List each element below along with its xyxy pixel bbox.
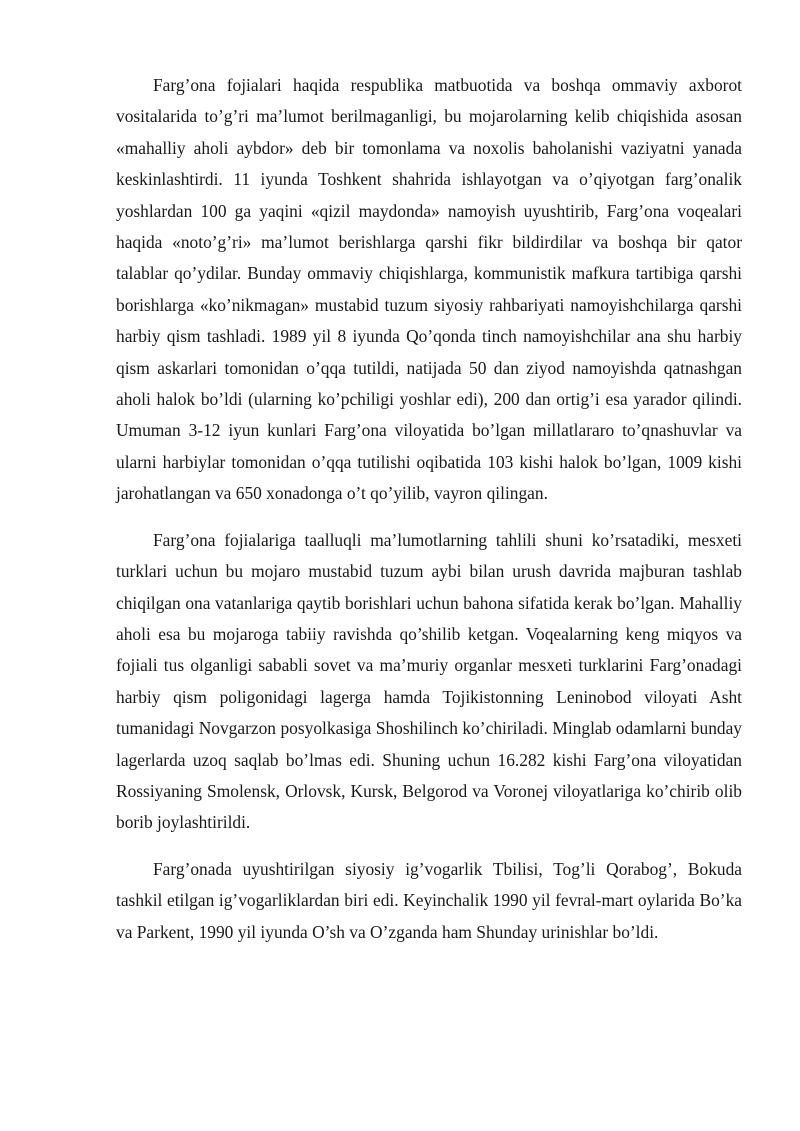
body-text <box>116 70 742 948</box>
paragraph-1: Farg’ona fojialari haqida respublika matbuotida va boshqa ommaviy axborot vositalarida to’g’ri ma’lumot berilmaganligi, bu mojarolarning kelib chiqishida asosan «mahalliy aholi aybdor» deb bir tomonlama va noxolis baholanishi vaziyatni yanada keskinlashtirdi. 11 iyunda Toshkent shahrida ishlayotgan va o’qiyotgan farg’onalik yoshlardan 100 ga yaqini «qizil maydonda» namoyish uyushtirib, Farg’ona voqealari haqida «noto’g’ri» ma’lumot berishlarga qarshi fikr bildirdilar va boshqa bir qator talablar qo’ydilar. Bunday ommaviy chiqishlarga, kommunistik mafkura tartibiga qarshi borishlarga «ko’nikmagan» mustabid tuzum siyosiy rahbariyati namoyishchilarga qarshi harbiy qism tashladi. 1989 yil 8 iyunda Qo’qonda tinch namoyishchilar ana shu harbiy qism askarlari tomonidan o’qqa tutildi, natijada 50 dan ziyod namoyishda qatnashgan aholi halok bo’ldi (ularning ko’pchiligi yoshlar edi), 200 dan ortig’i esa yarador qilindi. Umuman 3-12 iyun kunlari Farg’ona viloyatida bo’lgan millatlararo to’qnashuvlar va ularni harbiylar tomonidan o’qqa tutilishi oqibatida 103 kishi halok bo’lgan, 1009 kishi jarohatlangan va 650 xonadonga o’t qo’yilib, vayron qilingan. <box>116 75 742 504</box>
paragraph-2: Farg’ona fojialariga taalluqli ma’lumotlarning tahlili shuni ko’rsatadiki, mesxeti turklari uchun bu mojaro mustabid tuzum aybi bilan urush davrida majburan tashlab chiqilgan ona vatanlariga qaytib borishlari uchun bahona sifatida kerak bo’lgan. Mahalliy aholi esa bu mojaroga tabiiy ravishda qo’shilib ketgan. Voqealarning keng miqyos va fojiali tus olganligi sababli sovet va ma’muriy organlar mesxeti turklarini Farg’onadagi harbiy qism poligonidagi lagerga hamda Tojikistonning Leninobod viloyati Asht tumanidagi Novgarzon posyolkasiga Shoshilinch ko’chiriladi. Minglab odamlarni bunday lagerlarda uzoq saqlab bo’lmas edi. Shuning uchun 16.282 kishi Farg’ona viloyatidan Rossiyaning Smolensk, Orlovsk, Kursk, Belgorod va Voronej viloyatlariga ko’chirib olib borib joylashtirildi. <box>116 529 742 833</box>
paragraph-3: Farg’onada uyushtirilgan siyosiy ig’vogarlik Tbilisi, Tog’li Qorabog’, Bokuda tashkil etilgan ig’vogarliklardan biri edi. Keyinchalik 1990 yil fevral-mart oylarida Bo’ka va Parkent, 1990 yil iyunda O’sh va O’zganda ham Shunday urinishlar bo’ldi. <box>116 858 742 942</box>
